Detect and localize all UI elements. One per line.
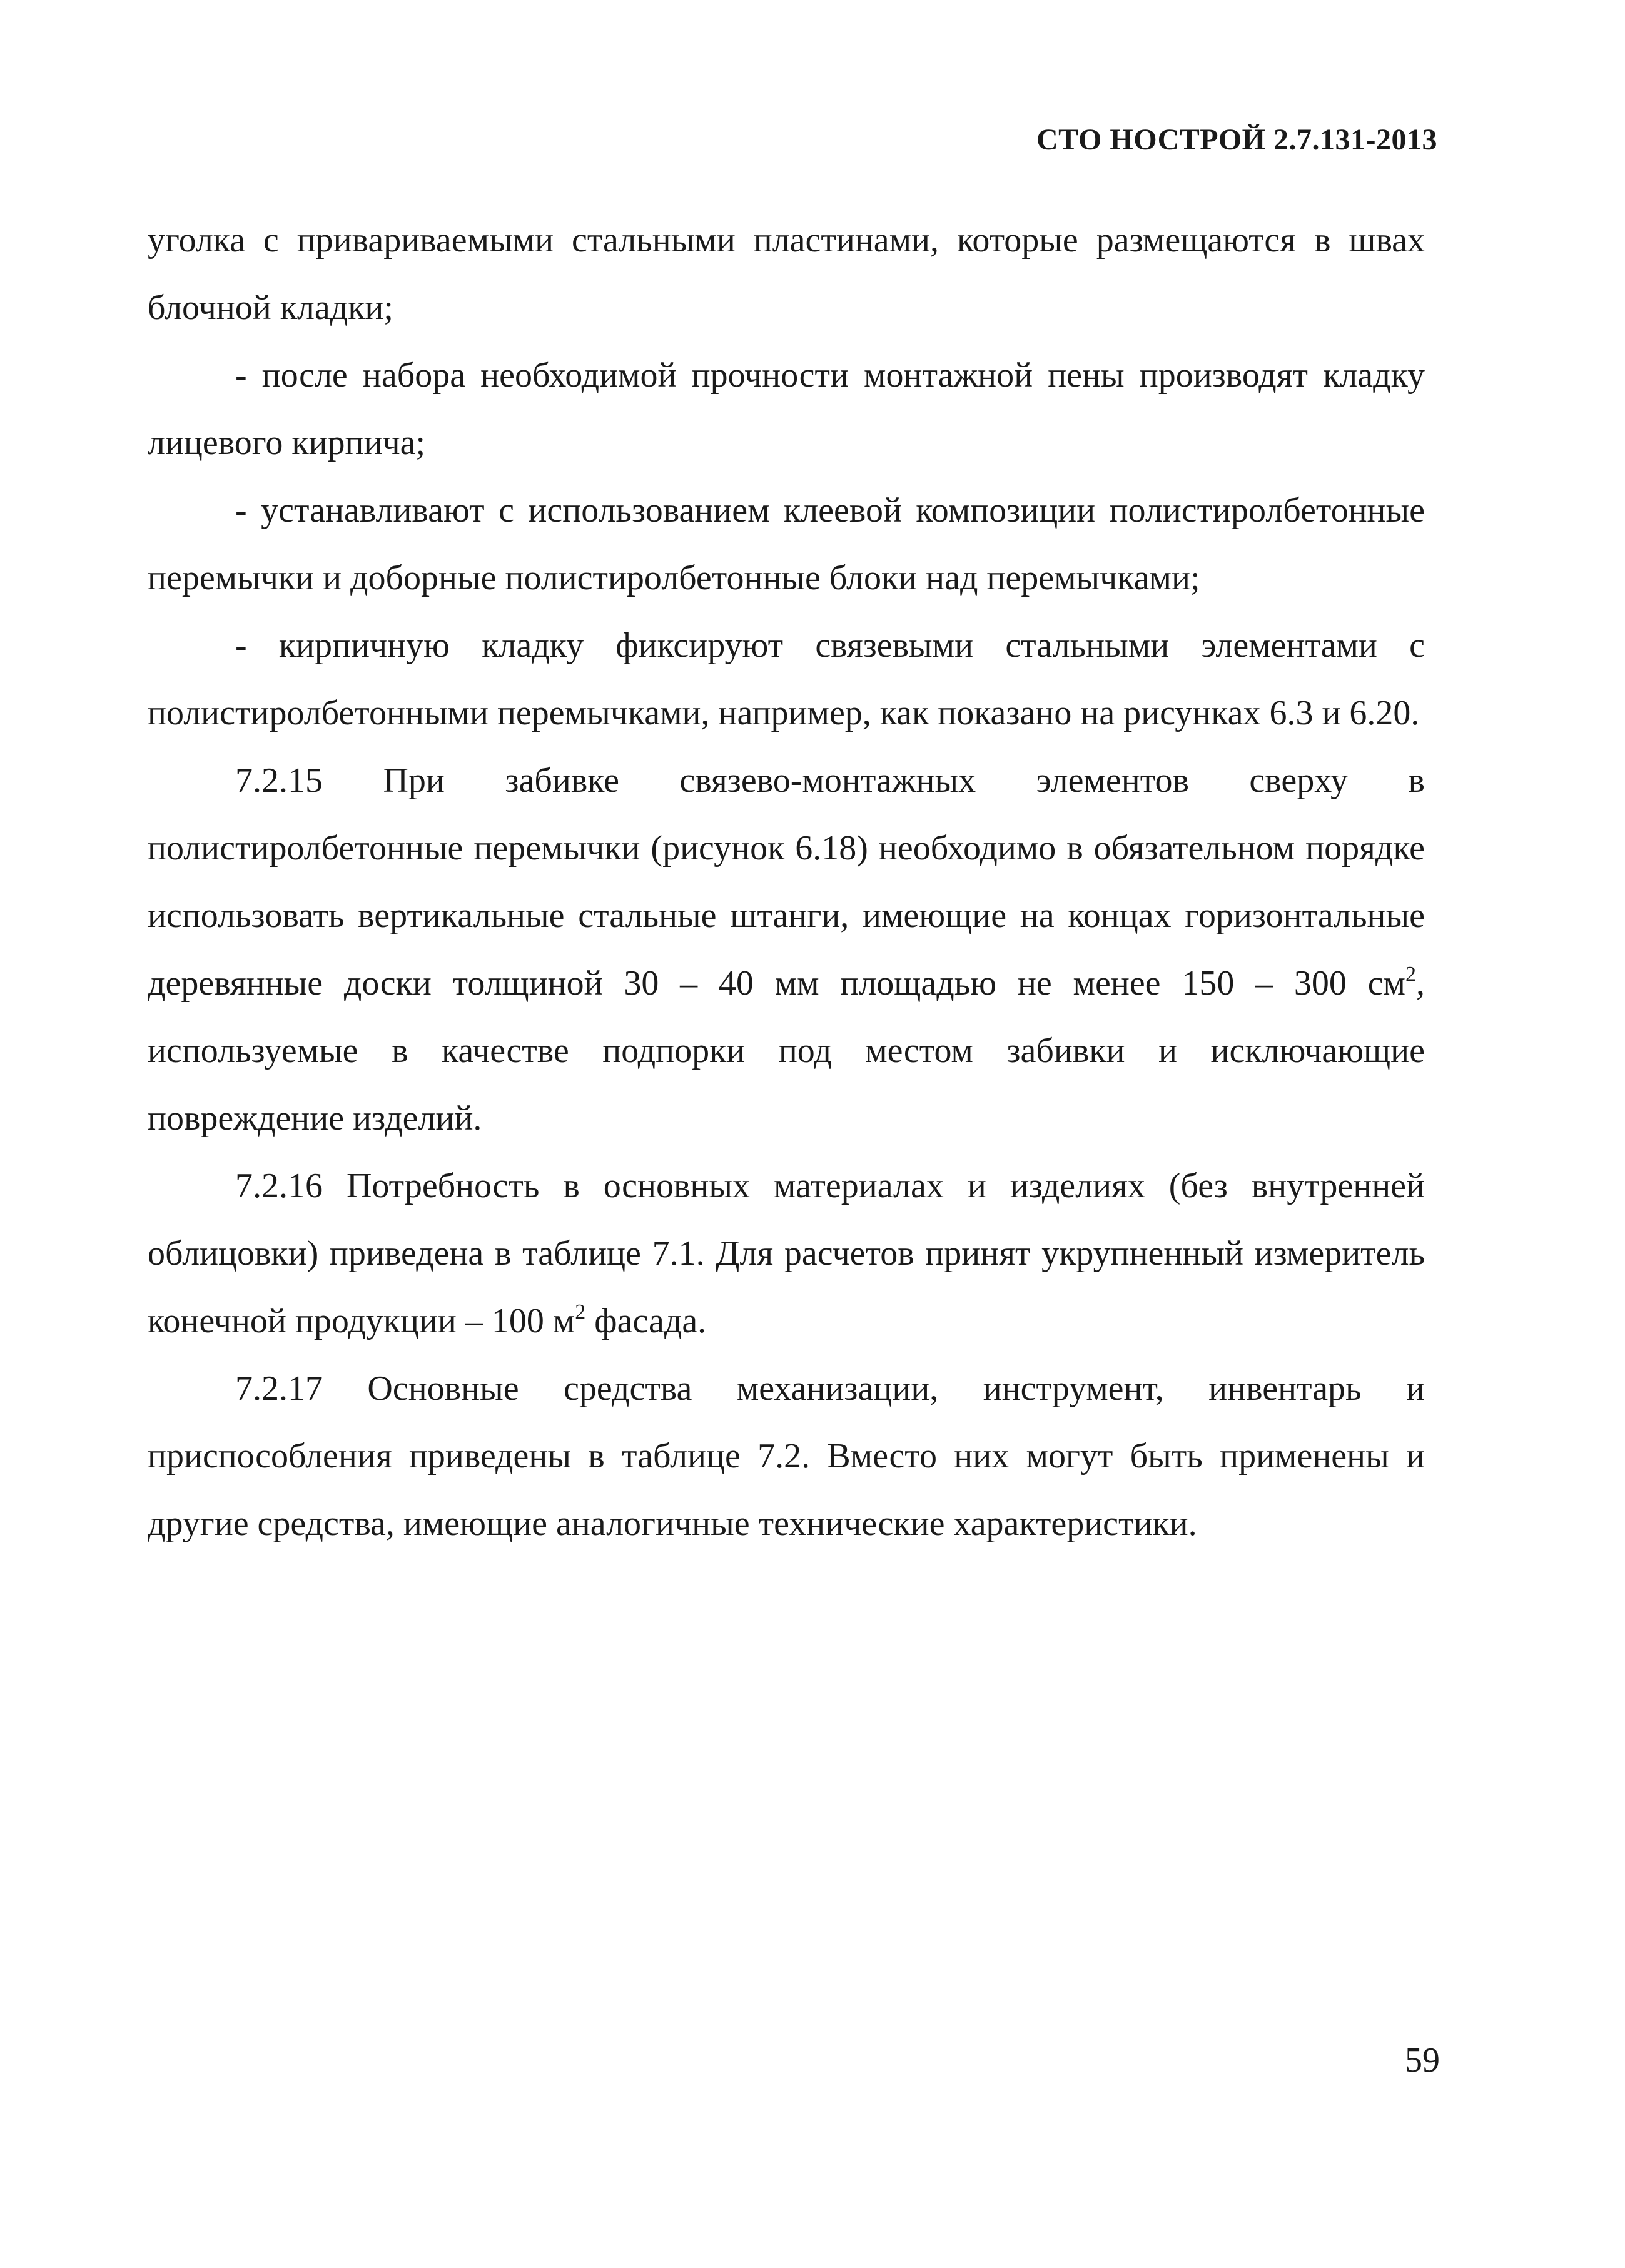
paragraph-7-2-15-text: 7.2.15 При забивке связево-монтажных элементов сверху в полистиролбетонные перемычки (рисунок 6.18) необходимо в обязательном порядке использовать вертикальные стальные штанги, имеющие на концах горизонтальные деревянные доски толщиной 30 – 40 мм площадью не менее 150 – 300 см xyxy=(148,761,1425,1003)
paragraph-7-2-15-text-end: , используемые в качестве подпорки под местом забивки и исключающие повреждение изделий. xyxy=(148,964,1425,1138)
superscript-exponent: 2 xyxy=(575,1300,586,1324)
list-item-brick-fixing: - кирпичную кладку фиксируют связевыми стальными элементами с полистиролбетонными перемычками, например, как показано на рисунках 6.3 и 6.20. xyxy=(148,626,1425,732)
superscript-exponent: 2 xyxy=(1405,963,1416,986)
list-item-foam-curing: - после набора необходимой прочности монтажной пены производят кладку лицевого кирпича; xyxy=(148,356,1425,462)
page-number: 59 xyxy=(1405,2041,1440,2080)
document-body xyxy=(148,206,1425,1557)
paragraph-7-2-16 xyxy=(148,1152,1425,1355)
paragraph-7-2-16-text: 7.2.16 Потребность в основных материалах и изделиях (без внутренней облицовки) приведена в таблице 7.1. Для расчетов принят укрупненный измеритель конечной продукции – 100 м xyxy=(148,1167,1425,1340)
list-item-lintel-install: - устанавливают с использованием клеевой композиции полистиролбетонные перемычки и доборные полистиролбетонные блоки над перемычками; xyxy=(148,491,1425,597)
paragraph-7-2-16-text-end: фасада. xyxy=(585,1302,707,1340)
paragraph-continuation: уголка с привариваемыми стальными пластинами, которые размещаются в швах блочной кладки; xyxy=(148,221,1425,327)
document-code-header: СТО НОСТРОЙ 2.7.131-2013 xyxy=(1036,123,1437,156)
paragraph-7-2-17: 7.2.17 Основные средства механизации, инструмент, инвентарь и приспособления приведены в таблице 7.2. Вместо них могут быть применены и другие средства, имеющие аналогичные технические характеристики. xyxy=(148,1369,1425,1543)
paragraph-7-2-15 xyxy=(148,747,1425,1152)
